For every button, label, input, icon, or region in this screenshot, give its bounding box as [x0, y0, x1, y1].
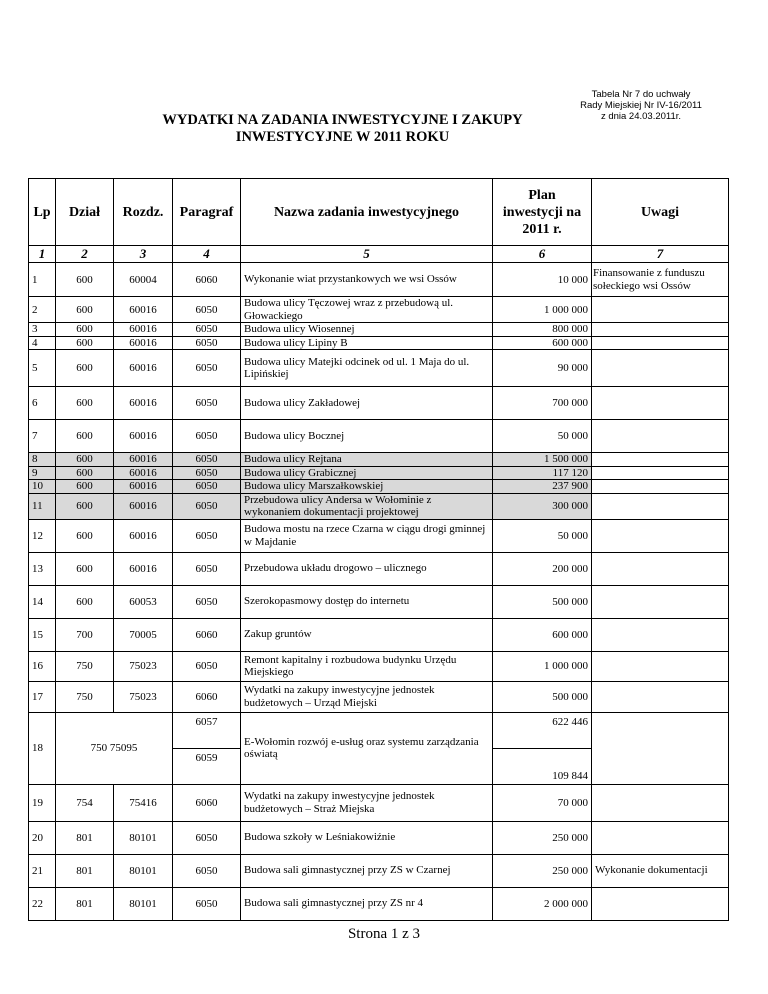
table-row	[29, 336, 729, 350]
row-uwagi	[592, 387, 729, 420]
row-lp: 15	[29, 618, 56, 651]
row-lp: 13	[29, 552, 56, 585]
column-number: 3	[114, 246, 173, 263]
row-name: Budowa sali gimnastycznej przy ZS w Czarnej	[241, 854, 493, 887]
row-rozdz: 60053	[114, 585, 173, 618]
header-rozdz: Rozdz.	[114, 179, 173, 246]
row-name: Budowa ulicy Bocznej	[241, 420, 493, 453]
page-title-line: INWESTYCYJNE W 2011 ROKU	[235, 129, 450, 145]
row-rozdz: 60016	[114, 323, 173, 337]
row-rozdz: 60016	[114, 453, 173, 467]
row-lp: 17	[29, 681, 56, 712]
row-lp: 6	[29, 387, 56, 420]
row-lp: 5	[29, 350, 56, 387]
page-footer: Strona 1 z 3	[347, 926, 421, 942]
row-plan: 700 000	[493, 387, 592, 420]
table-row	[29, 519, 729, 552]
row-dzial: 600	[56, 323, 114, 337]
resolution-note-line: Tabela Nr 7 do uchwały	[591, 89, 691, 100]
row-paragraf: 6050	[173, 387, 241, 420]
row-name: Remont kapitalny i rozbudowa budynku Urzędu Miejskiego	[241, 651, 493, 681]
row-name: Budowa ulicy Zakładowej	[241, 387, 493, 420]
row-dzial: 600	[56, 493, 114, 519]
column-number: 4	[173, 246, 241, 263]
row-dzial: 600	[56, 387, 114, 420]
row-name: Zakup gruntów	[241, 618, 493, 651]
row-paragraf: 6050	[173, 821, 241, 854]
row-rozdz: 60016	[114, 350, 173, 387]
row-paragraf: 6050	[173, 453, 241, 467]
row-plan: 1 500 000	[493, 453, 592, 467]
row-lp: 20	[29, 821, 56, 854]
row-uwagi	[592, 618, 729, 651]
row-uwagi: Wykonanie dokumentacji	[592, 854, 729, 887]
row-uwagi	[592, 336, 729, 350]
row-name: Budowa szkoły w Leśniakowiźnie	[241, 821, 493, 854]
row-lp: 7	[29, 420, 56, 453]
row-rozdz: 60016	[114, 466, 173, 480]
column-number: 2	[56, 246, 114, 263]
row-paragraf: 6050	[173, 336, 241, 350]
row-uwagi: Finansowanie z funduszu sołeckiego wsi Ossów	[592, 263, 729, 297]
row-plan: 2 000 000	[493, 887, 592, 920]
row-paragraf: 6050	[173, 420, 241, 453]
row-rozdz: 60016	[114, 297, 173, 323]
row-name: Budowa ulicy Marszałkowskiej	[241, 480, 493, 494]
row-paragraf: 6050	[173, 350, 241, 387]
table-row	[29, 323, 729, 337]
row-rozdz: 60016	[114, 480, 173, 494]
table-row	[29, 784, 729, 821]
header-uwagi: Uwagi	[592, 179, 729, 246]
row-name: Budowa mostu na rzece Czarna w ciągu drogi gminnej w Majdanie	[241, 519, 493, 552]
row-paragraf: 6059	[173, 748, 241, 784]
row-uwagi	[592, 821, 729, 854]
row-plan: 200 000	[493, 552, 592, 585]
row-rozdz: 70005	[114, 618, 173, 651]
table-row	[29, 480, 729, 494]
row-name: Budowa ulicy Matejki odcinek od ul. 1 Maja do ul. Lipińskiej	[241, 350, 493, 387]
row-name: Budowa ulicy Tęczowej wraz z przebudową ul. Głowackiego	[241, 297, 493, 323]
row-plan: 600 000	[493, 618, 592, 651]
header-lp: Lp	[29, 179, 56, 246]
row-dzial: 750	[56, 651, 114, 681]
row-plan: 109 844	[493, 748, 592, 784]
row-rozdz: 80101	[114, 854, 173, 887]
header-row	[29, 179, 729, 246]
table-row	[29, 297, 729, 323]
column-number-row	[29, 246, 729, 263]
row-uwagi	[592, 453, 729, 467]
row-dzial: 600	[56, 297, 114, 323]
investment-table	[28, 178, 729, 921]
column-number: 6	[493, 246, 592, 263]
row-paragraf: 6060	[173, 263, 241, 297]
table-row	[29, 453, 729, 467]
row-name: Budowa ulicy Rejtana	[241, 453, 493, 467]
row-name: Budowa sali gimnastycznej przy ZS nr 4	[241, 887, 493, 920]
row-dzial: 600	[56, 336, 114, 350]
row-dzial-rozdz: 750 75095	[56, 712, 173, 784]
row-rozdz: 60016	[114, 336, 173, 350]
row-name: Wydatki na zakupy inwestycyjne jednostek budżetowych – Urząd Miejski	[241, 681, 493, 712]
row-uwagi	[592, 784, 729, 821]
table-body	[29, 263, 729, 921]
table-row	[29, 887, 729, 920]
header-dzial: Dział	[56, 179, 114, 246]
row-dzial: 600	[56, 263, 114, 297]
row-lp: 10	[29, 480, 56, 494]
column-number: 7	[592, 246, 729, 263]
row-plan: 600 000	[493, 336, 592, 350]
row-plan: 300 000	[493, 493, 592, 519]
table-row	[29, 387, 729, 420]
header-plan-line: Plan	[528, 187, 556, 203]
row-plan: 250 000	[493, 821, 592, 854]
table-row	[29, 712, 729, 748]
row-name: Budowa ulicy Wiosennej	[241, 323, 493, 337]
resolution-note	[566, 89, 716, 122]
row-dzial: 754	[56, 784, 114, 821]
header-plan	[493, 179, 592, 246]
row-dzial: 801	[56, 887, 114, 920]
header-paragraf: Paragraf	[173, 179, 241, 246]
row-name: Wydatki na zakupy inwestycyjne jednostek budżetowych – Straż Miejska	[241, 784, 493, 821]
row-paragraf: 6050	[173, 854, 241, 887]
row-paragraf: 6050	[173, 466, 241, 480]
page-title	[120, 112, 565, 146]
row-plan: 10 000	[493, 263, 592, 297]
row-plan: 237 900	[493, 480, 592, 494]
row-paragraf: 6050	[173, 552, 241, 585]
row-name: Przebudowa układu drogowo – ulicznego	[241, 552, 493, 585]
page-title-line: WYDATKI NA ZADANIA INWESTYCYJNE I ZAKUPY	[162, 112, 523, 128]
row-lp: 18	[29, 712, 56, 784]
table-row	[29, 681, 729, 712]
row-lp: 3	[29, 323, 56, 337]
row-uwagi	[592, 493, 729, 519]
table-row	[29, 493, 729, 519]
row-dzial: 700	[56, 618, 114, 651]
row-rozdz: 75023	[114, 681, 173, 712]
row-uwagi	[592, 480, 729, 494]
row-plan: 622 446	[493, 712, 592, 748]
header-plan-line: inwestycji na	[502, 204, 582, 220]
row-uwagi	[592, 350, 729, 387]
table-row	[29, 821, 729, 854]
row-dzial: 600	[56, 585, 114, 618]
row-paragraf: 6050	[173, 585, 241, 618]
table-row	[29, 420, 729, 453]
row-lp: 21	[29, 854, 56, 887]
row-name: Budowa ulicy Grabicznej	[241, 466, 493, 480]
row-plan: 500 000	[493, 585, 592, 618]
row-rozdz: 60016	[114, 552, 173, 585]
row-paragraf: 6060	[173, 618, 241, 651]
column-number: 1	[29, 246, 56, 263]
row-plan: 70 000	[493, 784, 592, 821]
row-plan: 50 000	[493, 420, 592, 453]
column-number: 5	[241, 246, 493, 263]
row-plan: 250 000	[493, 854, 592, 887]
row-uwagi	[592, 651, 729, 681]
row-dzial: 600	[56, 350, 114, 387]
row-rozdz: 75416	[114, 784, 173, 821]
row-dzial: 801	[56, 854, 114, 887]
row-rozdz: 60016	[114, 387, 173, 420]
row-paragraf: 6050	[173, 297, 241, 323]
table-row	[29, 263, 729, 297]
row-plan: 117 120	[493, 466, 592, 480]
table-row	[29, 651, 729, 681]
table-row	[29, 466, 729, 480]
row-name: E-Wołomin rozwój e-usług oraz systemu zarządzania oświatą	[241, 712, 493, 784]
row-dzial: 600	[56, 420, 114, 453]
row-rozdz: 60004	[114, 263, 173, 297]
row-uwagi	[592, 420, 729, 453]
table-row	[29, 585, 729, 618]
row-uwagi	[592, 323, 729, 337]
row-lp: 16	[29, 651, 56, 681]
row-rozdz: 60016	[114, 519, 173, 552]
row-uwagi	[592, 519, 729, 552]
row-dzial: 600	[56, 453, 114, 467]
row-dzial: 600	[56, 552, 114, 585]
row-dzial: 801	[56, 821, 114, 854]
row-paragraf: 6050	[173, 493, 241, 519]
header-nazwa: Nazwa zadania inwestycyjnego	[241, 179, 493, 246]
row-lp: 4	[29, 336, 56, 350]
row-paragraf: 6050	[173, 480, 241, 494]
header-plan-line: 2011 r.	[522, 221, 562, 237]
table-row	[29, 552, 729, 585]
row-lp: 9	[29, 466, 56, 480]
row-paragraf: 6060	[173, 681, 241, 712]
row-rozdz: 60016	[114, 420, 173, 453]
row-lp: 12	[29, 519, 56, 552]
row-rozdz: 80101	[114, 887, 173, 920]
row-uwagi	[592, 681, 729, 712]
row-uwagi	[592, 552, 729, 585]
table-row	[29, 854, 729, 887]
row-lp: 1	[29, 263, 56, 297]
row-name: Szerokopasmowy dostęp do internetu	[241, 585, 493, 618]
row-lp: 14	[29, 585, 56, 618]
row-paragraf: 6050	[173, 887, 241, 920]
row-uwagi	[592, 712, 729, 784]
row-plan: 90 000	[493, 350, 592, 387]
row-paragraf: 6050	[173, 519, 241, 552]
row-paragraf: 6057	[173, 712, 241, 748]
row-paragraf: 6050	[173, 651, 241, 681]
row-dzial: 600	[56, 466, 114, 480]
row-plan: 50 000	[493, 519, 592, 552]
table-row	[29, 350, 729, 387]
resolution-note-line: Rady Miejskiej Nr IV-16/2011	[580, 100, 702, 111]
resolution-note-line: z dnia 24.03.2011r.	[600, 111, 682, 122]
row-dzial: 750	[56, 681, 114, 712]
row-plan: 500 000	[493, 681, 592, 712]
row-name: Przebudowa ulicy Andersa w Wołominie z wykonaniem dokumentacji projektowej	[241, 493, 493, 519]
row-lp: 8	[29, 453, 56, 467]
row-name: Budowa ulicy Lipiny B	[241, 336, 493, 350]
row-lp: 19	[29, 784, 56, 821]
row-dzial: 600	[56, 519, 114, 552]
row-uwagi	[592, 585, 729, 618]
row-plan: 800 000	[493, 323, 592, 337]
row-plan: 1 000 000	[493, 297, 592, 323]
row-paragraf: 6060	[173, 784, 241, 821]
row-lp: 22	[29, 887, 56, 920]
row-uwagi	[592, 297, 729, 323]
row-paragraf: 6050	[173, 323, 241, 337]
row-dzial: 600	[56, 480, 114, 494]
row-lp: 11	[29, 493, 56, 519]
table-row	[29, 618, 729, 651]
row-lp: 2	[29, 297, 56, 323]
row-rozdz: 60016	[114, 493, 173, 519]
row-rozdz: 75023	[114, 651, 173, 681]
row-uwagi	[592, 887, 729, 920]
row-rozdz: 80101	[114, 821, 173, 854]
row-name: Wykonanie wiat przystankowych we wsi Ossów	[241, 263, 493, 297]
row-uwagi	[592, 466, 729, 480]
row-plan: 1 000 000	[493, 651, 592, 681]
